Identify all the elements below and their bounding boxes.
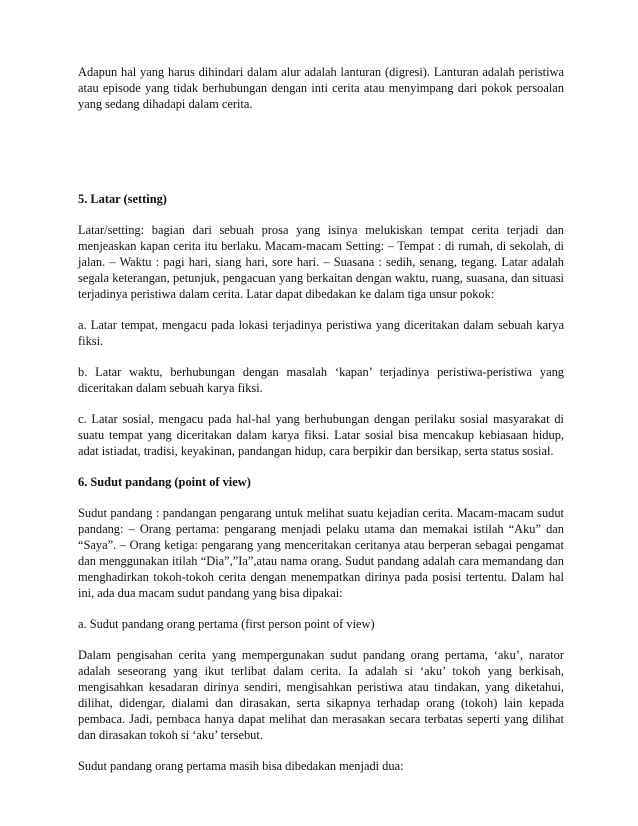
section-6-explanation: Dalam pengisahan cerita yang mempergunakan sudut pandang orang pertama, ‘aku’, narator adalah seseorang yang ikut terlibat dalam cerita. Ia adalah si ‘aku’ tokoh yang berkisah, mengisahkan kesadaran dirinya sendiri, mengisahkan peristiwa atau tindakan, yang diketahui, dilihat, didengar, dialami dan dirasakan, serta sikapnya terhadap orang (tokoh) lain kepada pembaca. Jadi, pembaca hanya dapat melihat dan merasakan secara terbatas seperti yang dilihat dan dirasakan tokoh si ‘aku’ tersebut. (78, 648, 564, 742)
section-6-heading: 6. Sudut pandang (point of view) (78, 475, 251, 489)
section-6-closing: Sudut pandang orang pertama masih bisa dibedakan menjadi dua: (78, 759, 404, 773)
section-5-definition: Latar/setting: bagian dari sebuah prosa yang isinya melukiskan tempat cerita terjadi dan menjeaskan kapan cerita itu berlaku. Macam-macam Setting: – Tempat : di rumah, di sekolah, di jalan. – Waktu : pagi hari, siang hari, sore hari. – Suasana : sedih, senang, tegang. Latar adalah segala keterangan, petunjuk, pengacuan yang berkaitan dengan waktu, ruang, suasana, dan situasi terjadinya peristiwa dalam cerita. Latar dapat dibedakan ke dalam tiga unsur pokok: (78, 223, 564, 301)
section-6-item-a: a. Sudut pandang orang pertama (first person point of view) (78, 617, 375, 631)
document-page (78, 64, 564, 774)
section-6-definition: Sudut pandang : pandangan pengarang untuk melihat suatu kejadian cerita. Macam-macam sudut pandang: – Orang pertama: pengarang menjadi pelaku utama dan memakai istilah “Aku” dan “Saya”. – Orang ketiga: pengarang yang menceritakan ceritanya atau berperan sebagai pengamat dan menggunakan itilah “Dia”,”Ia”,atau nama orang. Sudut pandang adalah cara memandang dan menghadirkan tokoh-tokoh cerita dengan menempatkan dirinya pada posisi tertentu. Dalam hal ini, ada dua macam sudut pandang yang bisa dipakai: (78, 506, 564, 600)
section-5-item-c: c. Latar sosial, mengacu pada hal-hal yang berhubungan dengan perilaku sosial masyarakat di suatu tempat yang diceritakan dalam karya fiksi. Latar sosial bisa mencakup kebiasaan hidup, adat istiadat, tradisi, keyakinan, pandangan hidup, cara berpikir dan bersikap, serta status sosial. (78, 412, 564, 458)
section-5-item-b: b. Latar waktu, berhubungan dengan masalah ‘kapan’ terjadinya peristiwa-peristiwa yang diceritakan dalam sebuah karya fiksi. (78, 365, 564, 395)
section-5-item-a: a. Latar tempat, mengacu pada lokasi terjadinya peristiwa yang diceritakan dalam sebuah karya fiksi. (78, 318, 564, 348)
intro-paragraph: Adapun hal yang harus dihindari dalam alur adalah lanturan (digresi). Lanturan adalah peristiwa atau episode yang tidak berhubungan dengan inti cerita atau menyimpang dari pokok persoalan yang sedang dihadapi dalam cerita. (78, 65, 564, 111)
section-5-heading: 5. Latar (setting) (78, 192, 167, 206)
